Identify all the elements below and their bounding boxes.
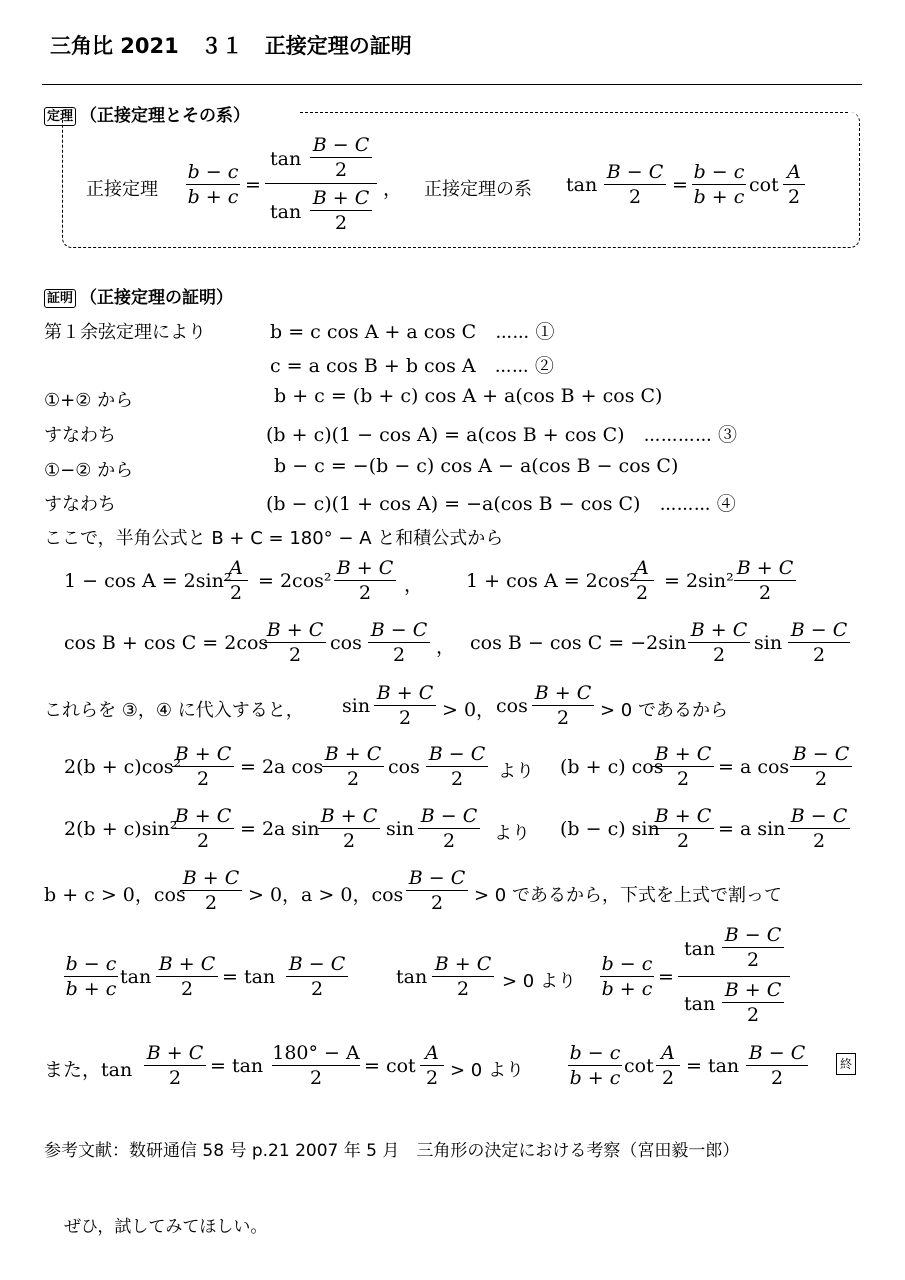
reference-text: 参考文献：数研通信 58 号 p.21 2007 年 5 月 三角形の決定における考察（宮田毅一郎）: [44, 1141, 740, 1161]
last-a: また，tan: [44, 1059, 133, 1081]
proof-line-2-expr: c = a cos B + b cos A ⋯⋯ ②: [270, 355, 554, 377]
formula-4a: cos B − cos C = −2sin: [470, 632, 687, 654]
title-text: 正接定理の証明: [264, 34, 412, 58]
formula-2a: 1 + cos A = 2cos²: [466, 570, 638, 592]
comma: ，: [436, 636, 456, 658]
pos-cos: cos: [496, 695, 528, 717]
frac-bpc: B + C 2: [318, 805, 380, 852]
theorem-rhs-top-tan: tan: [270, 148, 302, 170]
equals-sign: =: [245, 174, 261, 196]
proof-line-6-expr: (b − c)(1 + cos A) = −a(cos B − cos C) ⋯⋯⋯ ④: [266, 493, 736, 515]
eq1b: = 2a cos: [240, 756, 324, 778]
corollary-fraction: [604, 161, 666, 208]
frac-num: A: [787, 161, 801, 183]
frac-bpc: B + C 2: [172, 743, 234, 790]
frac-bpc: B + C 2: [652, 805, 714, 852]
eq1a: 2(b + c)cos²: [64, 756, 182, 778]
result-top-tan: tan: [684, 938, 716, 960]
frac-bpc: B + C 2: [144, 1042, 206, 1089]
r1d: > 0 より: [502, 971, 576, 992]
corollary-cot-fraction: [783, 161, 805, 208]
frac-bc: b − c b + c: [601, 953, 653, 1000]
cond-c: > 0 であるから，下式を上式で割って: [474, 885, 782, 906]
frac-bmc: B − C 2: [368, 619, 430, 666]
frac-bpc: B + C 2: [322, 743, 384, 790]
frac-bmc: B − C 2: [286, 953, 348, 1000]
theorem-lhs-fraction: [186, 161, 240, 208]
frac-num: b − c: [187, 161, 239, 183]
eq1e: (b + c) cos: [560, 756, 664, 778]
eq2d: より: [494, 823, 530, 844]
frac-a-2: A 2: [420, 1042, 444, 1089]
formula-2b: = 2sin²: [664, 570, 734, 592]
theorem-label-1: 正接定理: [86, 179, 158, 200]
formula-1a: 1 − cos A = 2sin²: [64, 570, 232, 592]
title-rule: [42, 84, 862, 85]
frac-a-2: A 2: [630, 557, 654, 604]
equals-sign: =: [658, 966, 674, 988]
frac-den: 2: [334, 212, 348, 234]
frac-bmc: B − C 2: [406, 867, 468, 914]
frac-bmc: B − C 2: [418, 805, 480, 852]
title-number: ３１: [200, 34, 243, 58]
substitute-text: これらを ③，④ に代入すると，: [44, 700, 304, 721]
eq2f: = a sin: [718, 818, 786, 840]
frac-bpc: B + C 2: [264, 619, 326, 666]
proof-line-1-label: 第１余弦定理により: [44, 322, 206, 343]
pos-cos-b: > 0 であるから: [600, 700, 728, 721]
formula-1b: = 2cos²: [258, 570, 332, 592]
comma: ，: [404, 574, 424, 596]
frac-bpc: B + C 2: [432, 953, 494, 1000]
frac-bpc: B + C 2: [334, 557, 396, 604]
theorem-box-top: [300, 112, 848, 113]
frac-bpc: B + C 2: [734, 557, 796, 604]
frac-den: 2: [787, 186, 801, 208]
pos-sin: sin: [342, 695, 371, 717]
theorem-comma: ，: [383, 178, 403, 200]
cond-b: > 0，a > 0，cos: [248, 884, 404, 906]
proof-line-4-expr: (b + c)(1 − cos A) = a(cos B + cos C) ⋯⋯⋯⋯ ③: [266, 424, 737, 446]
eq1f: = a cos: [718, 756, 790, 778]
formula-3a: cos B + cos C = 2cos: [64, 632, 269, 654]
end-mark: 終: [836, 1053, 856, 1075]
frac-den: b + c: [187, 186, 239, 208]
frac-num: B + C: [312, 187, 370, 209]
theorem-tag: 定理: [44, 107, 76, 126]
frac-bpc: B + C 2: [652, 743, 714, 790]
frac-bmc: B − C 2: [790, 743, 852, 790]
frac-bmc: B − C 2: [426, 743, 488, 790]
formula-3b: cos: [330, 632, 362, 654]
frac-bmc: B − C 2: [746, 1042, 808, 1089]
eq1d: より: [498, 761, 534, 782]
eq2c: sin: [386, 818, 415, 840]
proof-line-5-expr: b − c = −(b − c) cos A − a(cos B − cos C): [274, 455, 679, 477]
proof-heading: [44, 283, 233, 308]
corollary-rhs-fraction: [692, 161, 746, 208]
corollary-tan: tan: [566, 174, 598, 196]
last-e: cot: [624, 1055, 654, 1077]
frac-bpc: B + C 2: [374, 682, 436, 729]
frac-180: 180° − A 2: [272, 1042, 360, 1089]
last-d: > 0 より: [450, 1060, 524, 1081]
proof-line-1-expr: b = c cos A + a cos C ⋯⋯ ①: [270, 321, 555, 343]
frac-bmc: B − C 2: [788, 619, 850, 666]
corollary-cot: cot: [749, 174, 779, 196]
proof-line-3-expr: b + c = (b + c) cos A + a(cos B + cos C): [274, 385, 663, 407]
proof-line-6-label: すなわち: [44, 494, 116, 515]
eq1c: cos: [388, 756, 420, 778]
proof-line-3-label: ①+② から: [44, 390, 134, 411]
frac-bpc: B + C 2: [172, 805, 234, 852]
r1b: = tan: [222, 966, 276, 988]
last-b: = tan: [210, 1055, 264, 1077]
corollary-equals: =: [672, 174, 688, 196]
frac-bc: b − c b + c: [65, 953, 117, 1000]
half-angle-text: ここで，半角公式と B + C = 180° − A と和積公式から: [44, 528, 504, 549]
frac-bpc: B + C 2: [532, 682, 594, 729]
frac-bmc: B − C 2: [788, 805, 850, 852]
frac-bpc: B + C 2: [722, 979, 784, 1026]
frac-bpc: B + C 2: [688, 619, 750, 666]
last-c: = cot: [364, 1055, 416, 1077]
title-chapter: 三角比 2021: [50, 34, 179, 58]
theorem-rhs-bot-tan: tan: [270, 201, 302, 223]
result-main-bar: [678, 976, 790, 977]
frac-bmc: B − C 2: [722, 924, 784, 971]
theorem-heading-text: （正接定理とその系）: [80, 106, 251, 126]
frac-den: 2: [334, 159, 348, 181]
pos-sin-b: > 0，: [442, 699, 496, 721]
eq2a: 2(b + c)sin²: [64, 818, 178, 840]
frac-a-2: A 2: [656, 1042, 680, 1089]
frac-num: B − C: [312, 134, 370, 156]
frac-num: B − C: [606, 161, 664, 183]
proof-tag: 証明: [44, 289, 76, 308]
theorem-rhs-top-fraction: [310, 134, 372, 181]
r1a: tan: [120, 966, 152, 988]
note-text: ぜひ，試してみてほしい。: [64, 1217, 268, 1237]
frac-bc: b − c b + c: [569, 1042, 621, 1089]
frac-den: 2: [628, 186, 642, 208]
page-title: [50, 30, 412, 60]
result-bot-tan: tan: [684, 993, 716, 1015]
eq2e: (b − c) sin: [560, 818, 660, 840]
frac-a-2: A 2: [224, 557, 248, 604]
eq2b: = 2a sin: [240, 818, 320, 840]
theorem-rhs-bot-fraction: [310, 187, 372, 234]
frac-den: b + c: [693, 186, 745, 208]
frac-bpc: B + C 2: [180, 867, 242, 914]
r1c: tan: [396, 966, 428, 988]
proof-heading-text: （正接定理の証明）: [80, 288, 234, 308]
frac-num: b − c: [693, 161, 745, 183]
last-f: = tan: [686, 1055, 740, 1077]
cond-a: b + c > 0，cos: [44, 884, 186, 906]
theorem-label-2: 正接定理の系: [424, 179, 532, 200]
frac-bpc: B + C 2: [156, 953, 218, 1000]
formula-4b: sin: [754, 632, 783, 654]
proof-line-5-label: ①−② から: [44, 460, 134, 481]
proof-line-4-label: すなわち: [44, 425, 116, 446]
theorem-main-bar: [265, 183, 377, 184]
